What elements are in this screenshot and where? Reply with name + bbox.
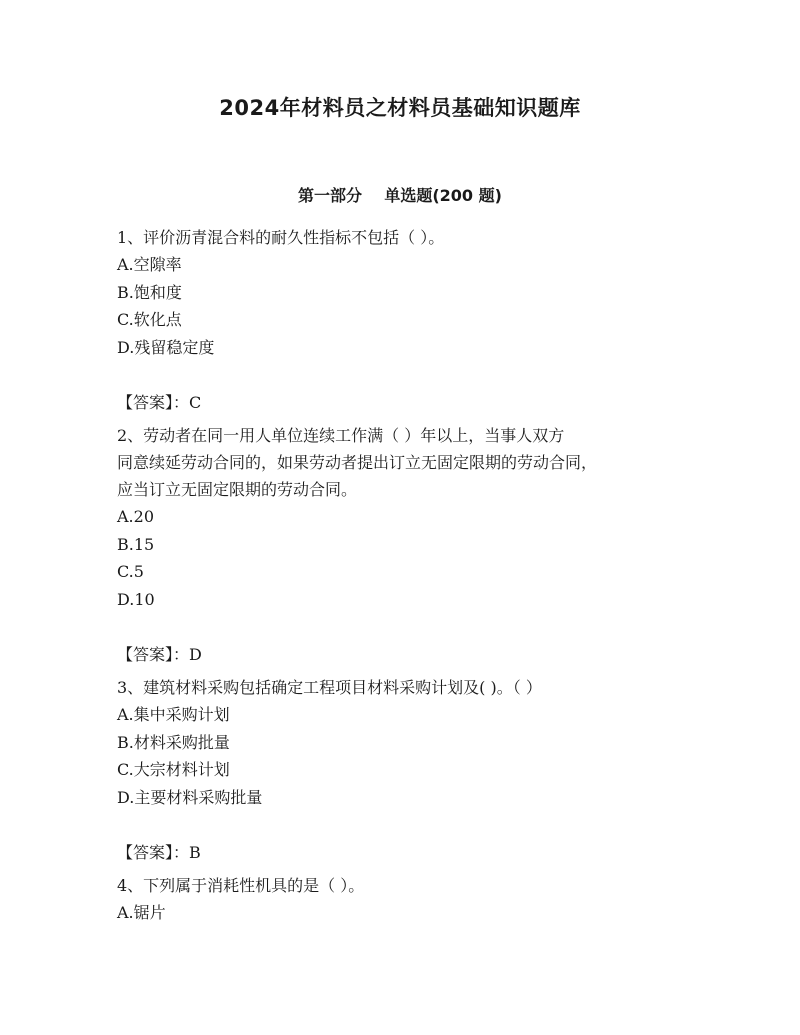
- answer-label: 【答案】：: [117, 843, 190, 862]
- option-c: C.软化点: [117, 310, 182, 329]
- option-c: C.5: [117, 562, 144, 581]
- question-stem-line-1: 2、劳动者在同一用人单位连续工作满（ ）年以上，当事人双方: [117, 426, 565, 445]
- option-a: A.锯片: [117, 903, 166, 922]
- option-d: D.残留稳定度: [117, 337, 215, 357]
- option-a: A.集中采购计划: [117, 705, 230, 724]
- question-4: [117, 872, 697, 927]
- answer-value: B: [189, 843, 201, 862]
- option-d: D.10: [117, 589, 155, 609]
- question-2: [117, 422, 697, 674]
- option-b: B.材料采购批量: [117, 732, 230, 752]
- answer-value: C: [189, 393, 202, 412]
- question-list: [117, 224, 697, 927]
- answer-label: 【答案】：: [117, 645, 190, 664]
- option-b: B.15: [117, 534, 155, 554]
- option-d: D.主要材料采购批量: [117, 787, 263, 807]
- answer-line: [117, 389, 697, 422]
- option-a: A.空隙率: [117, 255, 182, 274]
- question-1: [117, 224, 697, 422]
- document-title: 2024年材料员之材料员基础知识题库: [219, 96, 581, 120]
- option-b: B.饱和度: [117, 282, 182, 302]
- answer-value: D: [189, 645, 202, 664]
- question-stem: 3、建筑材料采购包括确定工程项目材料采购计划及( )。（ ）: [117, 678, 542, 697]
- question-stem: 4、下列属于消耗性机具的是（ ）。: [117, 876, 365, 895]
- answer-line: [117, 641, 697, 674]
- question-stem-line-2: 同意续延劳动合同的，如果劳动者提出订立无固定限期的劳动合同，: [117, 453, 598, 472]
- answer-line: [117, 839, 697, 872]
- section-title: 第一部分 单选题(200 题): [298, 186, 502, 205]
- question-3: [117, 674, 697, 872]
- option-a: A.20: [117, 507, 154, 526]
- question-stem-line-3: 应当订立无固定限期的劳动合同。: [117, 480, 358, 499]
- option-c: C.大宗材料计划: [117, 760, 230, 779]
- answer-label: 【答案】：: [117, 393, 190, 412]
- question-stem: 1、评价沥青混合料的耐久性指标不包括（ ）。: [117, 228, 445, 247]
